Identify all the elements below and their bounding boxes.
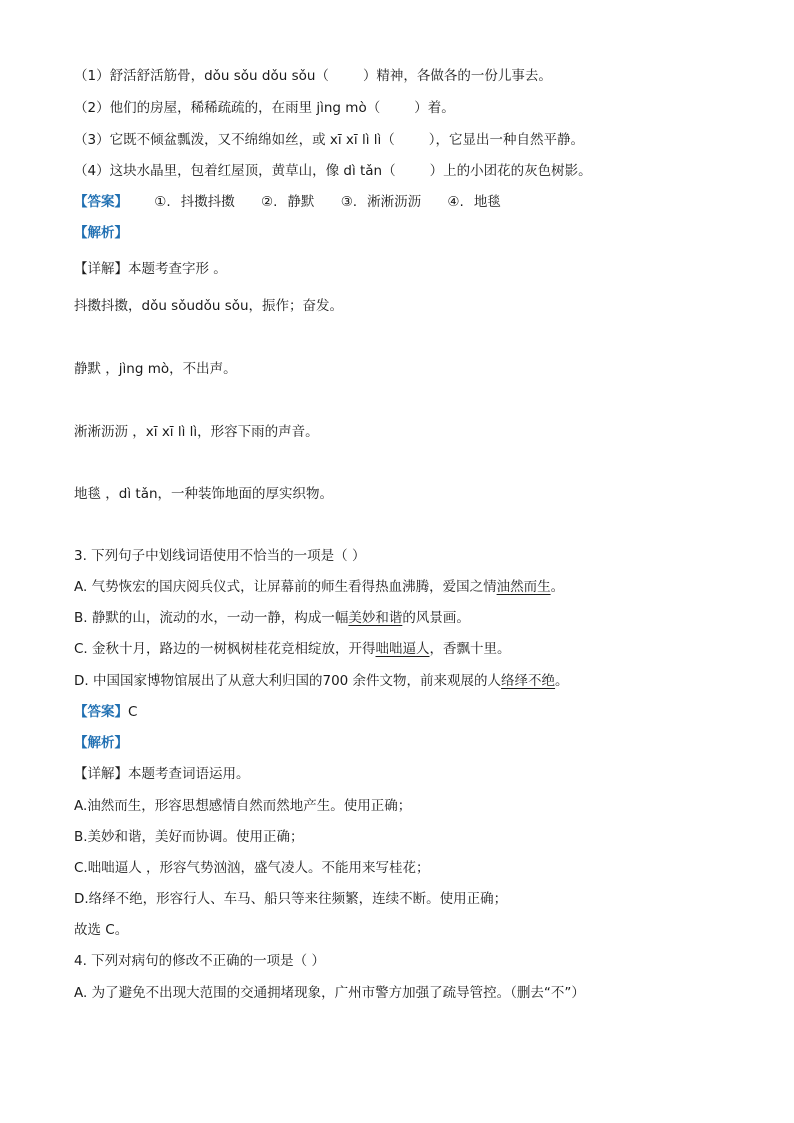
q3-stem: 3. 下列句子中划线词语使用不恰当的一项是（ ） (74, 548, 366, 564)
q2-detail: 【详解】本题考查字形 。 (74, 261, 227, 277)
option-text: C. 金秋十月，路边的一树枫树桂花竞相绽放，开得 (74, 641, 376, 657)
q3-explanation-b: B.美妙和谐，美好而协调。使用正确； (74, 829, 304, 845)
q2-analysis-label: 【解析】 (74, 225, 128, 241)
option-text: D. 中国国家博物馆展出了从意大利归国的700 余件文物，前来观展的人 (74, 673, 502, 689)
option-text: 淅淅沥沥 (367, 194, 422, 210)
option-text: 。 (555, 673, 569, 689)
q2-item-1-post: ）精神，各做各的一份儿事去。 (362, 68, 552, 84)
option-text: 的风景画。 (402, 610, 470, 626)
underlined-phrase: 络绎不绝 (501, 673, 556, 689)
option-number: ①. (154, 194, 171, 210)
option-text: 抖擞抖擞 (180, 194, 235, 210)
underlined-phrase: 咄咄逼人 (375, 641, 430, 657)
option-text: ，香飘十里。 (429, 641, 511, 657)
q2-item-2 (74, 99, 455, 117)
option-number: ④. (447, 194, 464, 210)
answer-option-2 (261, 193, 314, 211)
q2-item-4-post: ）上的小团花的灰色树影。 (429, 163, 592, 179)
option-text: 地毯 (473, 194, 501, 210)
q3-detail: 【详解】本题考查词语运用。 (74, 766, 250, 782)
answer-value: C (128, 704, 138, 720)
q2-explanation-2: 静默 ，jìng mò，不出声。 (74, 361, 237, 377)
q2-explanation-3: 淅淅沥沥 ，xī xī lì lì，形容下雨的声音。 (74, 424, 319, 440)
q2-item-1-pre: （1）舒活舒活筋骨，dǒu sǒu dǒu sǒu（ (74, 68, 329, 84)
q2-item-2-pre: （2）他们的房屋，稀稀疏疏的，在雨里 jìng mò（ (74, 100, 381, 116)
answer-label: 【答案】 (74, 194, 128, 210)
underlined-phrase: 油然而生 (496, 579, 551, 595)
q3-answer (74, 703, 137, 721)
q2-item-3-pre: （3）它既不倾盆瓢泼，又不绵绵如丝，或 xī xī lì lì（ (74, 132, 395, 148)
q2-explanation-4: 地毯 ，dì tǎn，一种装饰地面的厚实织物。 (74, 486, 334, 502)
q2-explanation-1: 抖擞抖擞，dǒu sǒudǒu sǒu，振作；奋发。 (74, 298, 344, 314)
answer-option-3 (341, 193, 421, 211)
answer-option-1 (154, 193, 234, 211)
q2-item-3 (74, 131, 584, 149)
option-text: A. 气势恢宏的国庆阅兵仪式，让屏幕前的师生看得热血沸腾，爱国之情 (74, 579, 497, 595)
option-number: ②. (261, 194, 278, 210)
q2-item-1 (74, 67, 552, 85)
q3-option-a (74, 578, 564, 596)
q2-item-3-post: ），它显出一种自然平静。 (428, 132, 584, 148)
q3-option-c (74, 640, 511, 658)
underlined-phrase: 美妙和谐 (348, 610, 403, 626)
option-text: 静默 (287, 194, 315, 210)
q3-conclusion: 故选 C。 (74, 922, 129, 938)
q4-option-a: A. 为了避免不出现大范围的交通拥堵现象，广州市警方加强了疏导管控。（删去“不”） (74, 985, 585, 1001)
q3-explanation-c: C.咄咄逼人 ，形容气势汹汹，盛气凌人。不能用来写桂花； (74, 860, 430, 876)
answer-option-4 (447, 193, 500, 211)
option-text: 。 (550, 579, 565, 595)
q2-answer (74, 193, 501, 211)
q3-explanation-a: A.油然而生，形容思想感情自然而然地产生。使用正确； (74, 798, 412, 814)
answer-label: 【答案】 (74, 704, 128, 720)
q3-analysis-label: 【解析】 (74, 735, 128, 751)
q2-item-2-post: ）着。 (414, 100, 455, 116)
q2-item-4 (74, 162, 592, 180)
option-number: ③. (340, 194, 358, 210)
q3-option-d (74, 672, 569, 690)
option-text: B. 静默的山，流动的水，一动一静，构成一幅 (74, 610, 349, 626)
q3-explanation-d: D.络绎不绝，形容行人、车马、船只等来往频繁，连续不断。使用正确； (74, 891, 508, 907)
q4-stem: 4. 下列对病句的修改不正确的一项是（ ） (74, 953, 325, 969)
q2-item-4-pre: （4）这块水晶里，包着红屋顶，黄草山，像 dì tǎn（ (74, 163, 396, 179)
q3-option-b (74, 609, 470, 627)
